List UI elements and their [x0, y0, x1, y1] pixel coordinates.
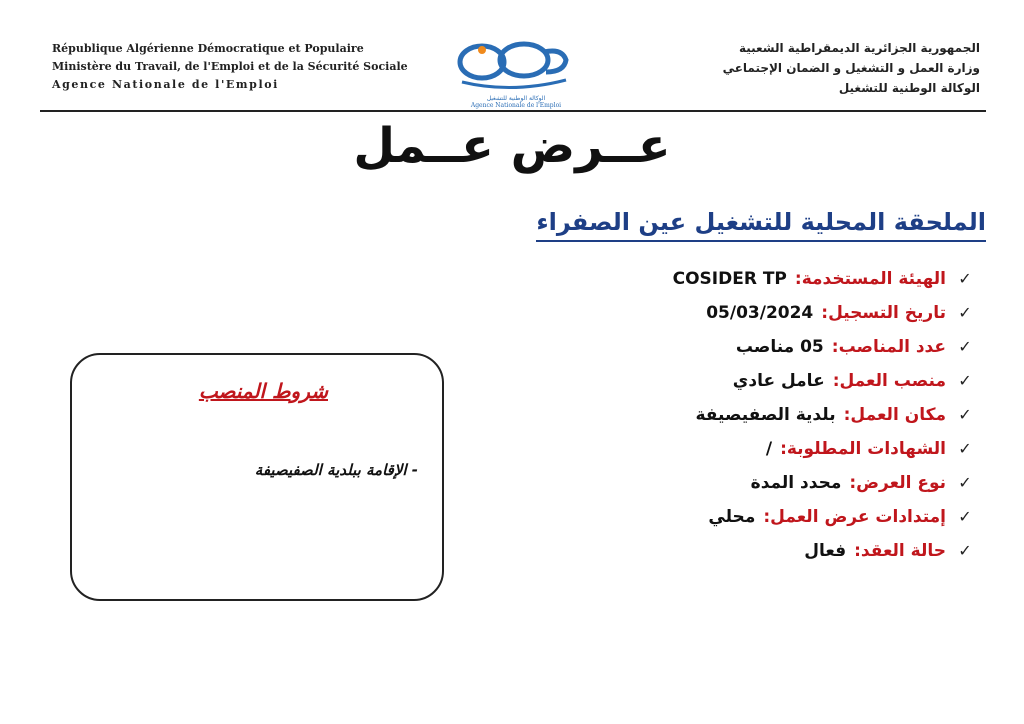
field-value: محدد المدة — [750, 473, 842, 493]
conditions-title: شروط المنصب — [198, 379, 328, 403]
field-label: الهيئة المستخدمة: — [794, 269, 946, 289]
field-value: 05 مناصب — [735, 337, 824, 357]
field-label: نوع العرض: — [849, 473, 946, 493]
field-label: تاريخ التسجيل: — [821, 303, 946, 323]
job-details-list — [506, 262, 976, 568]
check-icon: ✓ — [958, 439, 972, 458]
header-french — [52, 40, 432, 94]
field-value: محلي — [708, 507, 756, 527]
field-job-title — [506, 364, 976, 398]
check-icon: ✓ — [958, 269, 972, 288]
conditions-box — [70, 353, 444, 601]
field-required-diplomas — [506, 432, 976, 466]
check-icon: ✓ — [958, 541, 972, 560]
field-value: بلدية الصفيصيفة — [695, 405, 836, 425]
field-registration-date — [506, 296, 976, 330]
field-value: COSIDER TP — [672, 269, 787, 289]
header-ar-line3: الوكالة الوطنية للتشغيل — [838, 81, 980, 95]
field-label: الشهادات المطلوبة: — [780, 439, 946, 459]
field-positions-count — [506, 330, 976, 364]
logo-caption-fr: Agence Nationale de l'Emploi — [470, 102, 562, 109]
header-ar-line2: وزارة العمل و التشغيل و الضمان الإجتماعي — [722, 61, 980, 75]
check-icon: ✓ — [958, 507, 972, 526]
field-value: / — [765, 439, 773, 459]
field-label: مكان العمل: — [843, 405, 946, 425]
header-fr-line1: République Algérienne Démocratique et Populaire — [52, 42, 364, 55]
logo-caption-ar: الوكالة الوطنية للتشغيل — [486, 95, 546, 102]
field-label: حالة العقد: — [854, 541, 946, 561]
field-offer-scope — [506, 500, 976, 534]
logo-caption — [448, 95, 584, 109]
field-label: إمتدادات عرض العمل: — [763, 507, 946, 527]
field-work-location — [506, 398, 976, 432]
field-label: عدد المناصب: — [831, 337, 946, 357]
header-divider — [40, 110, 986, 112]
field-label: منصب العمل: — [832, 371, 946, 391]
check-icon: ✓ — [958, 303, 972, 322]
header-ar-line1: الجمهورية الجزائرية الديمقراطية الشعبية — [738, 41, 980, 55]
page-title: عــرض عــمل — [353, 118, 671, 174]
check-icon: ✓ — [958, 473, 972, 492]
field-value: عامل عادي — [732, 371, 825, 391]
check-icon: ✓ — [958, 405, 972, 424]
header-arabic — [590, 38, 980, 98]
conditions-item: - الإقامة ببلدية الصفيصيفة — [254, 461, 418, 479]
header-fr-line3: Agence Nationale de l'Emploi — [52, 78, 279, 91]
field-employer — [506, 262, 976, 296]
check-icon: ✓ — [958, 371, 972, 390]
field-contract-status — [506, 534, 976, 568]
field-value: فعال — [804, 541, 847, 561]
header-fr-line2: Ministère du Travail, de l'Emploi et de la Sécurité Sociale — [52, 60, 408, 73]
check-icon: ✓ — [958, 337, 972, 356]
field-offer-type — [506, 466, 976, 500]
agency-name: الملحقة المحلية للتشغيل عين الصفراء — [536, 208, 986, 242]
field-value: 05/03/2024 — [706, 303, 814, 323]
